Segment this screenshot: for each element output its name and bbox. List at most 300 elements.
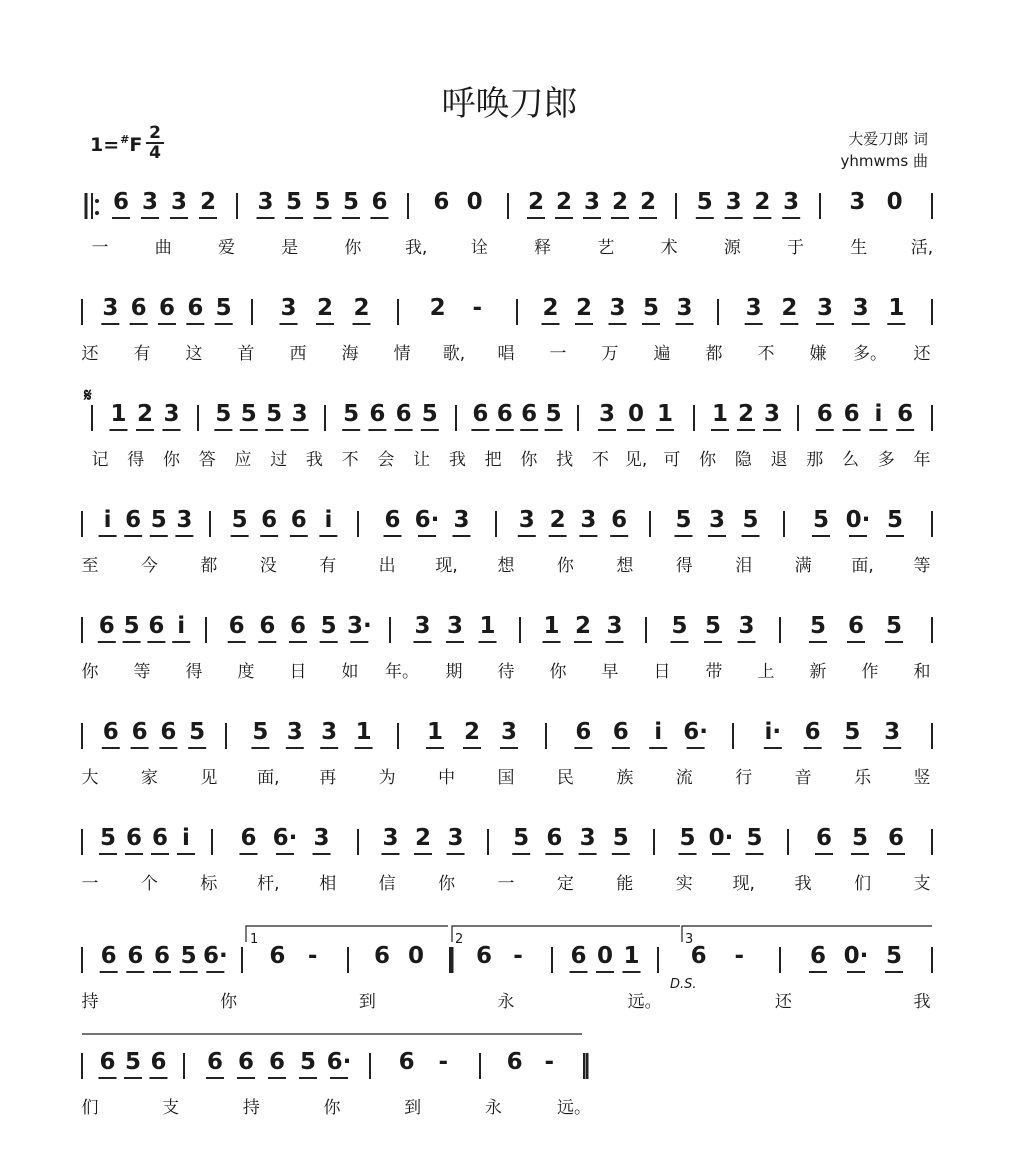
note: 5 bbox=[124, 1049, 142, 1075]
lyric-syllable: 不 bbox=[591, 450, 609, 470]
note: 5 bbox=[231, 507, 248, 533]
note: 5 bbox=[642, 295, 660, 321]
lyric-syllable: 么 bbox=[842, 450, 860, 470]
lyric-syllable: 还 bbox=[81, 344, 99, 364]
note: 6 bbox=[690, 943, 707, 969]
lyric-syllable: 待 bbox=[497, 662, 515, 682]
note: 6 bbox=[99, 1049, 116, 1075]
lyric-syllable: 今 bbox=[140, 556, 158, 576]
note: 2 bbox=[574, 613, 592, 639]
lyric-syllable: 出 bbox=[378, 556, 396, 576]
lyric-syllable: 你 bbox=[81, 662, 99, 682]
note: 6· bbox=[683, 719, 708, 745]
note: i bbox=[177, 613, 186, 639]
lyric-syllable: 爱 bbox=[217, 238, 235, 258]
note: 3 bbox=[163, 401, 180, 427]
lyric-syllable: 作 bbox=[861, 662, 879, 682]
note: 3 bbox=[447, 825, 464, 851]
lyric-syllable: 至 bbox=[81, 556, 99, 576]
note: 0 bbox=[407, 943, 425, 969]
lyric-syllable: 艺 bbox=[597, 238, 615, 258]
lyric-syllable: 多。 bbox=[853, 344, 887, 364]
note: 5 bbox=[812, 507, 830, 533]
lyric-syllable: 国 bbox=[497, 768, 515, 788]
lyric-syllable: 隐 bbox=[734, 450, 752, 470]
lyric-syllable: 杆, bbox=[257, 874, 280, 894]
note: 6 bbox=[268, 1049, 286, 1075]
note: 0· bbox=[845, 507, 871, 533]
lyric-syllable: 日 bbox=[289, 662, 307, 682]
note: 3 bbox=[738, 613, 755, 639]
note: 2 bbox=[555, 189, 573, 215]
lyric-syllable: 现, bbox=[435, 556, 458, 576]
note: 6 bbox=[160, 719, 177, 745]
lyric-syllable: 源 bbox=[723, 238, 741, 258]
repeat-dot bbox=[95, 199, 99, 203]
lyric-syllable: 有 bbox=[133, 344, 151, 364]
composer-credit: yhmwms 曲 bbox=[840, 152, 928, 170]
note: 2 bbox=[754, 189, 771, 215]
lyric-syllable: 大 bbox=[81, 768, 99, 788]
note: 5 bbox=[342, 189, 360, 215]
lyric-syllable: 让 bbox=[413, 450, 431, 470]
lyric-syllable: 你 bbox=[323, 1098, 341, 1118]
note: i bbox=[874, 401, 883, 427]
note: 2 bbox=[353, 295, 370, 321]
note: 0 bbox=[886, 189, 903, 215]
note: 1 bbox=[426, 719, 444, 745]
lyric-syllable: 能 bbox=[616, 874, 634, 894]
note: i bbox=[103, 507, 112, 533]
note: 6 bbox=[570, 943, 587, 969]
note: 6 bbox=[611, 507, 628, 533]
lyric-syllable: 我 bbox=[794, 874, 812, 894]
note: 2 bbox=[781, 295, 798, 321]
lyric-syllable: 得 bbox=[675, 556, 693, 576]
note: 2 bbox=[316, 295, 334, 321]
note: 6 bbox=[237, 1049, 255, 1075]
note: 2 bbox=[429, 295, 446, 321]
note: 2 bbox=[199, 189, 217, 215]
lyric-syllable: 退 bbox=[770, 450, 788, 470]
lyric-syllable: 想 bbox=[616, 556, 634, 576]
lyric-syllable: 面, bbox=[851, 556, 874, 576]
note: 6 bbox=[815, 825, 833, 851]
lyric-syllable: 一 bbox=[81, 874, 99, 894]
note: 5 bbox=[885, 943, 903, 969]
lyric-syllable: 永 bbox=[484, 1098, 502, 1118]
lyric-syllable: 日 bbox=[653, 662, 671, 682]
lyric-syllable: 见 bbox=[200, 768, 218, 788]
note: 6 bbox=[269, 943, 286, 969]
note: 3 bbox=[500, 719, 518, 745]
lyric-syllable: 释 bbox=[534, 238, 552, 258]
note: 3 bbox=[609, 295, 626, 321]
lyric-syllable: 遍 bbox=[653, 344, 671, 364]
lyric-syllable: 音 bbox=[794, 768, 812, 788]
note: 2 bbox=[737, 401, 755, 427]
lyric-syllable: 都 bbox=[705, 344, 723, 364]
lyric-syllable: 定 bbox=[556, 874, 574, 894]
note: 3 bbox=[291, 401, 308, 427]
lyric-syllable: 你 bbox=[220, 992, 238, 1012]
lyric-syllable: 流 bbox=[675, 768, 693, 788]
key-label: 1= bbox=[90, 134, 120, 156]
note: 6 bbox=[240, 825, 257, 851]
lyric-syllable: 带 bbox=[705, 662, 723, 682]
note: - bbox=[544, 1049, 555, 1075]
lyric-syllable: 早 bbox=[601, 662, 619, 682]
note: 6 bbox=[102, 719, 119, 745]
lyric-syllable: 这 bbox=[185, 344, 203, 364]
lyric-syllable: 你 bbox=[162, 450, 180, 470]
note: 1 bbox=[355, 719, 372, 745]
lyric-syllable: 度 bbox=[237, 662, 255, 682]
note: 6 bbox=[290, 507, 307, 533]
note: 5 bbox=[123, 613, 140, 639]
lyric-syllable: 会 bbox=[377, 450, 395, 470]
note: 3 bbox=[816, 295, 834, 321]
lyric-syllable: 你 bbox=[556, 556, 574, 576]
note: - bbox=[734, 943, 745, 969]
note: 2 bbox=[542, 295, 559, 321]
note: 3 bbox=[414, 613, 431, 639]
lyric-syllable: 实 bbox=[675, 874, 693, 894]
note: 0 bbox=[466, 189, 483, 215]
lyric-syllable: 应 bbox=[234, 450, 252, 470]
lyric-syllable: 得 bbox=[127, 450, 145, 470]
note: 5 bbox=[215, 295, 232, 321]
note: 0· bbox=[843, 943, 869, 969]
lyric-syllable: 过 bbox=[270, 450, 288, 470]
note: 6 bbox=[809, 943, 827, 969]
note: 0 bbox=[596, 943, 614, 969]
lyric-syllable: 海 bbox=[341, 344, 359, 364]
note: 6· bbox=[202, 943, 228, 969]
lyric-syllable: 族 bbox=[616, 768, 634, 788]
time-signature-bottom: 4 bbox=[146, 142, 164, 162]
lyric-syllable: 期 bbox=[445, 662, 463, 682]
note: - bbox=[307, 943, 318, 969]
note: 6 bbox=[112, 189, 130, 215]
note: 6 bbox=[843, 401, 860, 427]
lyric-syllable: 可 bbox=[663, 450, 681, 470]
lyric-syllable: 支 bbox=[162, 1098, 180, 1118]
note: - bbox=[472, 295, 483, 321]
note: 6 bbox=[125, 825, 143, 851]
note: 2 bbox=[611, 189, 629, 215]
note: 6 bbox=[521, 401, 538, 427]
note: 3 bbox=[852, 295, 869, 321]
lyric-syllable: 得 bbox=[185, 662, 203, 682]
lyric-syllable: 活, bbox=[910, 238, 934, 258]
lyric-syllable: 生 bbox=[850, 238, 868, 258]
note: 2 bbox=[136, 401, 154, 427]
note: 6 bbox=[151, 825, 169, 851]
lyric-syllable: 歌, bbox=[442, 344, 466, 364]
note: 3· bbox=[346, 613, 372, 639]
note: 6· bbox=[414, 507, 440, 533]
lyric-syllable: 我 bbox=[913, 992, 931, 1012]
note: 3 bbox=[313, 825, 330, 851]
note: 6· bbox=[272, 825, 298, 851]
lyric-syllable: 们 bbox=[854, 874, 872, 894]
note: 3 bbox=[708, 507, 726, 533]
lyric-syllable: 你 bbox=[549, 662, 567, 682]
note: 6 bbox=[153, 943, 171, 969]
lyric-syllable: 情 bbox=[393, 344, 411, 364]
note: 5 bbox=[285, 189, 303, 215]
lyric-syllable: 我 bbox=[305, 450, 323, 470]
note: 6 bbox=[158, 295, 176, 321]
lyric-syllable: 竖 bbox=[913, 768, 931, 788]
note: 6 bbox=[433, 189, 450, 215]
lyric-syllable: 我 bbox=[448, 450, 466, 470]
note: 6 bbox=[506, 1049, 523, 1075]
lyric-syllable: 一 bbox=[497, 874, 515, 894]
note: 6 bbox=[125, 507, 142, 533]
note: 5 bbox=[809, 613, 827, 639]
note: 5 bbox=[266, 401, 283, 427]
lyric-syllable: 行 bbox=[735, 768, 753, 788]
note: 5 bbox=[679, 825, 696, 851]
lyric-syllable: 一 bbox=[91, 238, 109, 258]
note: 3 bbox=[286, 719, 303, 745]
note: 6 bbox=[131, 719, 148, 745]
note: 6 bbox=[371, 189, 388, 215]
note: 3 bbox=[280, 295, 297, 321]
note: 3 bbox=[518, 507, 535, 533]
note: 5 bbox=[844, 719, 861, 745]
note: 3 bbox=[580, 507, 597, 533]
lyric-syllable: 不 bbox=[341, 450, 359, 470]
note: 5 bbox=[851, 825, 869, 851]
note: 3 bbox=[606, 613, 623, 639]
note: 6 bbox=[612, 719, 629, 745]
lyric-syllable: 标 bbox=[200, 874, 218, 894]
note: 6 bbox=[575, 719, 592, 745]
lyric-syllable: 如 bbox=[341, 662, 359, 682]
note: 1 bbox=[110, 401, 127, 427]
lyric-syllable: 我, bbox=[404, 238, 428, 258]
note: 3 bbox=[382, 825, 399, 851]
lyric-syllable: 家 bbox=[140, 768, 158, 788]
note: 2 bbox=[639, 189, 657, 215]
lyric-syllable: 乐 bbox=[854, 768, 872, 788]
note: 5 bbox=[180, 943, 197, 969]
note: 3 bbox=[446, 613, 464, 639]
lyric-syllable: 唱 bbox=[497, 344, 515, 364]
note: 3 bbox=[321, 719, 338, 745]
lyric-syllable: 年。 bbox=[385, 662, 419, 682]
note: 0 bbox=[627, 401, 645, 427]
note: 5 bbox=[252, 719, 269, 745]
note: 6 bbox=[261, 507, 278, 533]
note: 2 bbox=[549, 507, 566, 533]
note: 3 bbox=[763, 401, 781, 427]
note: 6 bbox=[395, 401, 412, 427]
note: 6 bbox=[847, 613, 865, 639]
lyric-syllable: 不 bbox=[757, 344, 775, 364]
lyric-syllable: 记 bbox=[91, 450, 109, 470]
lyric-syllable: 泪 bbox=[735, 556, 753, 576]
note: 6 bbox=[398, 1049, 415, 1075]
lyric-syllable: 都 bbox=[200, 556, 218, 576]
note: 3 bbox=[583, 189, 601, 215]
volta-3-label: 3 bbox=[685, 932, 694, 947]
note: 3 bbox=[783, 189, 800, 215]
lyric-syllable: 永 bbox=[497, 992, 515, 1012]
lyric-syllable: 有 bbox=[319, 556, 337, 576]
note: 5 bbox=[240, 401, 257, 427]
note: 5 bbox=[99, 825, 117, 851]
note: 5 bbox=[299, 1049, 317, 1075]
lyric-syllable: 你 bbox=[699, 450, 717, 470]
volta-bracket bbox=[452, 926, 680, 942]
note: 5 bbox=[215, 401, 232, 427]
note: 5 bbox=[314, 189, 331, 215]
note: 5 bbox=[150, 507, 167, 533]
lyric-syllable: 嫌 bbox=[809, 344, 827, 364]
lyric-syllable: 万 bbox=[601, 344, 619, 364]
note: 2 bbox=[575, 295, 593, 321]
page-title: 呼唤刀郎 bbox=[441, 84, 578, 124]
lyric-syllable: 于 bbox=[787, 238, 805, 258]
lyric-syllable: 西 bbox=[289, 344, 307, 364]
note: 6 bbox=[127, 943, 144, 969]
note: 6 bbox=[804, 719, 821, 745]
note: 6 bbox=[472, 401, 489, 427]
lyricist-credit: 大爱刀郎 词 bbox=[848, 130, 928, 148]
note: 3 bbox=[725, 189, 742, 215]
lyric-syllable: 远。 bbox=[627, 992, 662, 1012]
note: 5 bbox=[886, 507, 904, 533]
note: 5 bbox=[671, 613, 688, 639]
note: 6 bbox=[100, 943, 117, 969]
note: 6 bbox=[369, 401, 386, 427]
note: 3 bbox=[579, 825, 596, 851]
note: i bbox=[324, 507, 333, 533]
note: 6 bbox=[546, 825, 563, 851]
note: - bbox=[438, 1049, 449, 1075]
note: 6 bbox=[187, 295, 204, 321]
lyric-syllable: 到 bbox=[358, 992, 376, 1012]
lyric-syllable: 诠 bbox=[470, 238, 488, 258]
lyric-syllable: 首 bbox=[237, 344, 255, 364]
note: 1 bbox=[711, 401, 729, 427]
segno-sign: 𝄋 bbox=[84, 385, 92, 406]
ds-marking: D.S. bbox=[670, 977, 697, 992]
note: 1 bbox=[479, 613, 496, 639]
note: 6 bbox=[384, 507, 401, 533]
note: 3 bbox=[884, 719, 901, 745]
lyric-syllable: 到 bbox=[404, 1098, 422, 1118]
note: 2 bbox=[414, 825, 432, 851]
volta-bracket bbox=[246, 926, 448, 942]
note: 3 bbox=[598, 401, 616, 427]
note: 3 bbox=[141, 189, 159, 215]
lyric-syllable: 想 bbox=[497, 556, 515, 576]
lyric-syllable: 把 bbox=[484, 450, 502, 470]
volta-bracket bbox=[682, 926, 932, 942]
note: 6 bbox=[98, 613, 115, 639]
lyric-syllable: 术 bbox=[660, 238, 678, 258]
note: 6 bbox=[887, 825, 905, 851]
note: 2 bbox=[463, 719, 481, 745]
note: i· bbox=[764, 719, 782, 745]
lyric-syllable: 再 bbox=[319, 768, 337, 788]
note: 1 bbox=[543, 613, 560, 639]
note: 3 bbox=[102, 295, 119, 321]
note: 6 bbox=[130, 295, 147, 321]
lyric-syllable: 答 bbox=[198, 450, 216, 470]
note: 5 bbox=[189, 719, 206, 745]
note: 3 bbox=[170, 189, 188, 215]
note: 5 bbox=[885, 613, 903, 639]
lyric-syllable: 没 bbox=[259, 556, 277, 576]
note: 3 bbox=[745, 295, 762, 321]
note: 5 bbox=[746, 825, 763, 851]
key-tonic: F bbox=[129, 134, 143, 156]
note: 6 bbox=[259, 613, 276, 639]
lyric-syllable: 找 bbox=[556, 450, 574, 470]
note: 5 bbox=[696, 189, 713, 215]
note: 5 bbox=[742, 507, 759, 533]
note: 5 bbox=[545, 401, 562, 427]
lyric-syllable: 面, bbox=[257, 768, 280, 788]
lyric-syllable: 相 bbox=[319, 874, 337, 894]
lyric-syllable: 见, bbox=[624, 450, 648, 470]
note: - bbox=[513, 943, 523, 969]
lyric-syllable: 曲 bbox=[154, 238, 172, 258]
lyric-syllable: 上 bbox=[757, 662, 775, 682]
note: 1 bbox=[888, 295, 905, 321]
lyric-syllable: 信 bbox=[378, 874, 396, 894]
note: 1 bbox=[656, 401, 674, 427]
lyric-syllable: 民 bbox=[556, 768, 574, 788]
note: 3 bbox=[257, 189, 274, 215]
note: 5 bbox=[513, 825, 530, 851]
lyric-syllable: 满 bbox=[794, 556, 812, 576]
note: 5 bbox=[343, 401, 360, 427]
lyric-syllable: 等 bbox=[133, 662, 151, 682]
note: 5 bbox=[421, 401, 438, 427]
lyric-syllable: 和 bbox=[913, 662, 931, 682]
lyric-syllable: 等 bbox=[913, 556, 931, 576]
note: 5 bbox=[612, 825, 629, 851]
lyric-syllable: 持 bbox=[242, 1098, 260, 1118]
note: i bbox=[182, 825, 190, 851]
lyric-syllable: 中 bbox=[438, 768, 456, 788]
note: 3 bbox=[176, 507, 193, 533]
lyric-syllable: 你 bbox=[344, 238, 362, 258]
lyric-syllable: 为 bbox=[378, 768, 396, 788]
lyric-syllable: 远。 bbox=[557, 1098, 591, 1118]
note: 6 bbox=[289, 613, 307, 639]
note: 6· bbox=[326, 1049, 352, 1075]
note: 5 bbox=[675, 507, 692, 533]
lyric-syllable: 年 bbox=[913, 450, 931, 470]
note: 3 bbox=[676, 295, 693, 321]
note: 6 bbox=[150, 1049, 167, 1075]
time-signature-top: 2 bbox=[149, 123, 161, 143]
note: 0· bbox=[708, 825, 734, 851]
note: 6 bbox=[496, 401, 513, 427]
lyric-syllable: 一 bbox=[549, 344, 567, 364]
note: 3 bbox=[849, 189, 866, 215]
note: 1 bbox=[623, 943, 640, 969]
lyric-syllable: 还 bbox=[774, 992, 792, 1012]
